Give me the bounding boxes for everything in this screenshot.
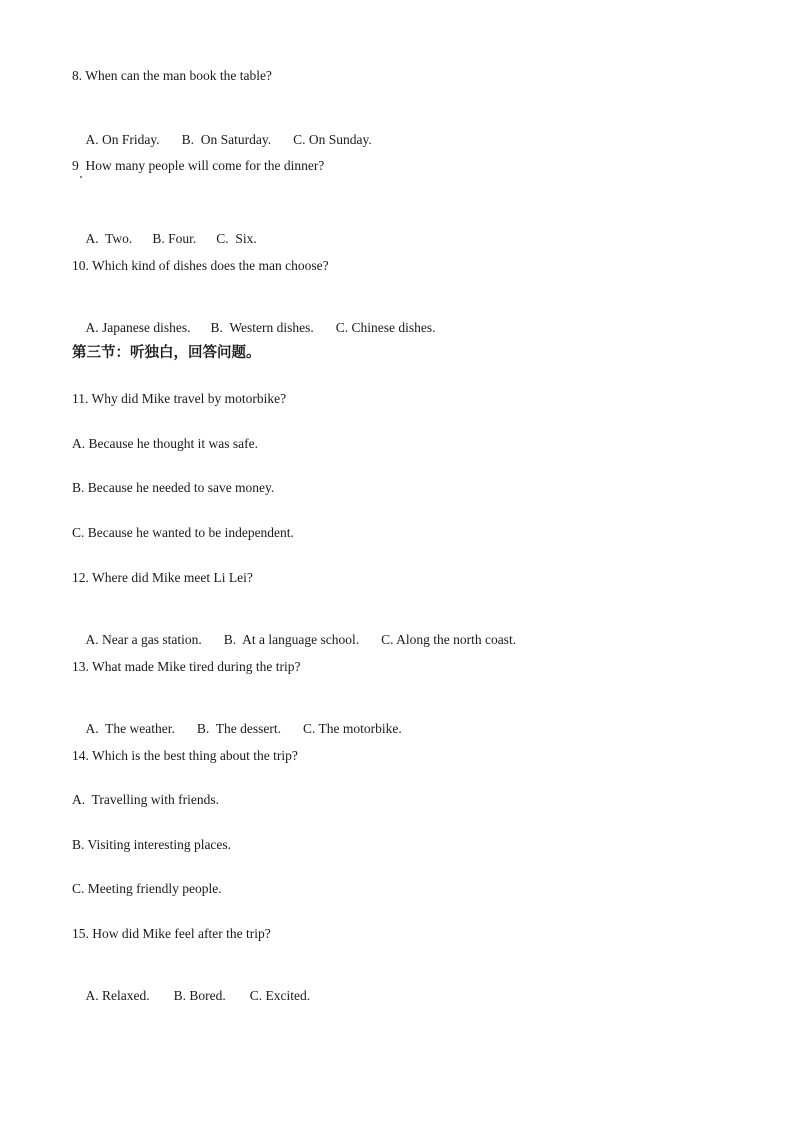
option-b: B. Bored. — [173, 988, 226, 1003]
question-11-option-b: B. Because he needed to save money. — [72, 480, 275, 495]
option-a: A. The weather. — [85, 721, 175, 736]
option-b: B. At a language school. — [223, 632, 360, 647]
question-11-option-a: A. Because he thought it was safe. — [72, 436, 258, 451]
option-b: B. The dessert. — [196, 721, 281, 736]
option-b: B. Four. — [152, 231, 197, 246]
option-a: A. Near a gas station. — [85, 632, 202, 647]
question-8: 8. When can the man book the table? — [72, 68, 272, 83]
question-14-option-b: B. Visiting interesting places. — [72, 837, 232, 852]
question-14-option-c: C. Meeting friendly people. — [72, 881, 222, 896]
question-9: 9 How many people will come for the dinner? — [72, 158, 325, 173]
option-c: C. The motorbike. — [302, 721, 402, 736]
option-c: C. Chinese dishes. — [335, 320, 436, 335]
option-b: B. Western dishes. — [210, 320, 314, 335]
option-a: A. Japanese dishes. — [85, 320, 191, 335]
option-a: A. Two. — [85, 231, 133, 246]
question-15: 15. How did Mike feel after the trip? — [72, 926, 271, 941]
section-3-heading: 第三节：听独白，回答问题。 — [72, 344, 261, 361]
question-14-option-a: A. Travelling with friends. — [72, 792, 219, 807]
option-c: C. Along the north coast. — [381, 632, 517, 647]
option-c: C. Excited. — [249, 988, 311, 1003]
option-c: C. Six. — [216, 231, 257, 246]
option-a: A. On Friday. — [85, 132, 160, 147]
question-13: 13. What made Mike tired during the trip? — [72, 659, 301, 674]
option-a: A. Relaxed. — [85, 988, 150, 1003]
option-c: C. On Sunday. — [293, 132, 372, 147]
option-b: B. On Saturday. — [181, 132, 272, 147]
question-11: 11. Why did Mike travel by motorbike? — [72, 391, 287, 406]
question-12: 12. Where did Mike meet Li Lei? — [72, 570, 253, 585]
question-11-option-c: C. Because he wanted to be independent. — [72, 525, 294, 540]
stray-mark — [80, 176, 82, 178]
question-14: 14. Which is the best thing about the trip? — [72, 748, 298, 763]
question-15-options — [72, 969, 310, 1023]
question-10: 10. Which kind of dishes does the man choose? — [72, 258, 329, 273]
